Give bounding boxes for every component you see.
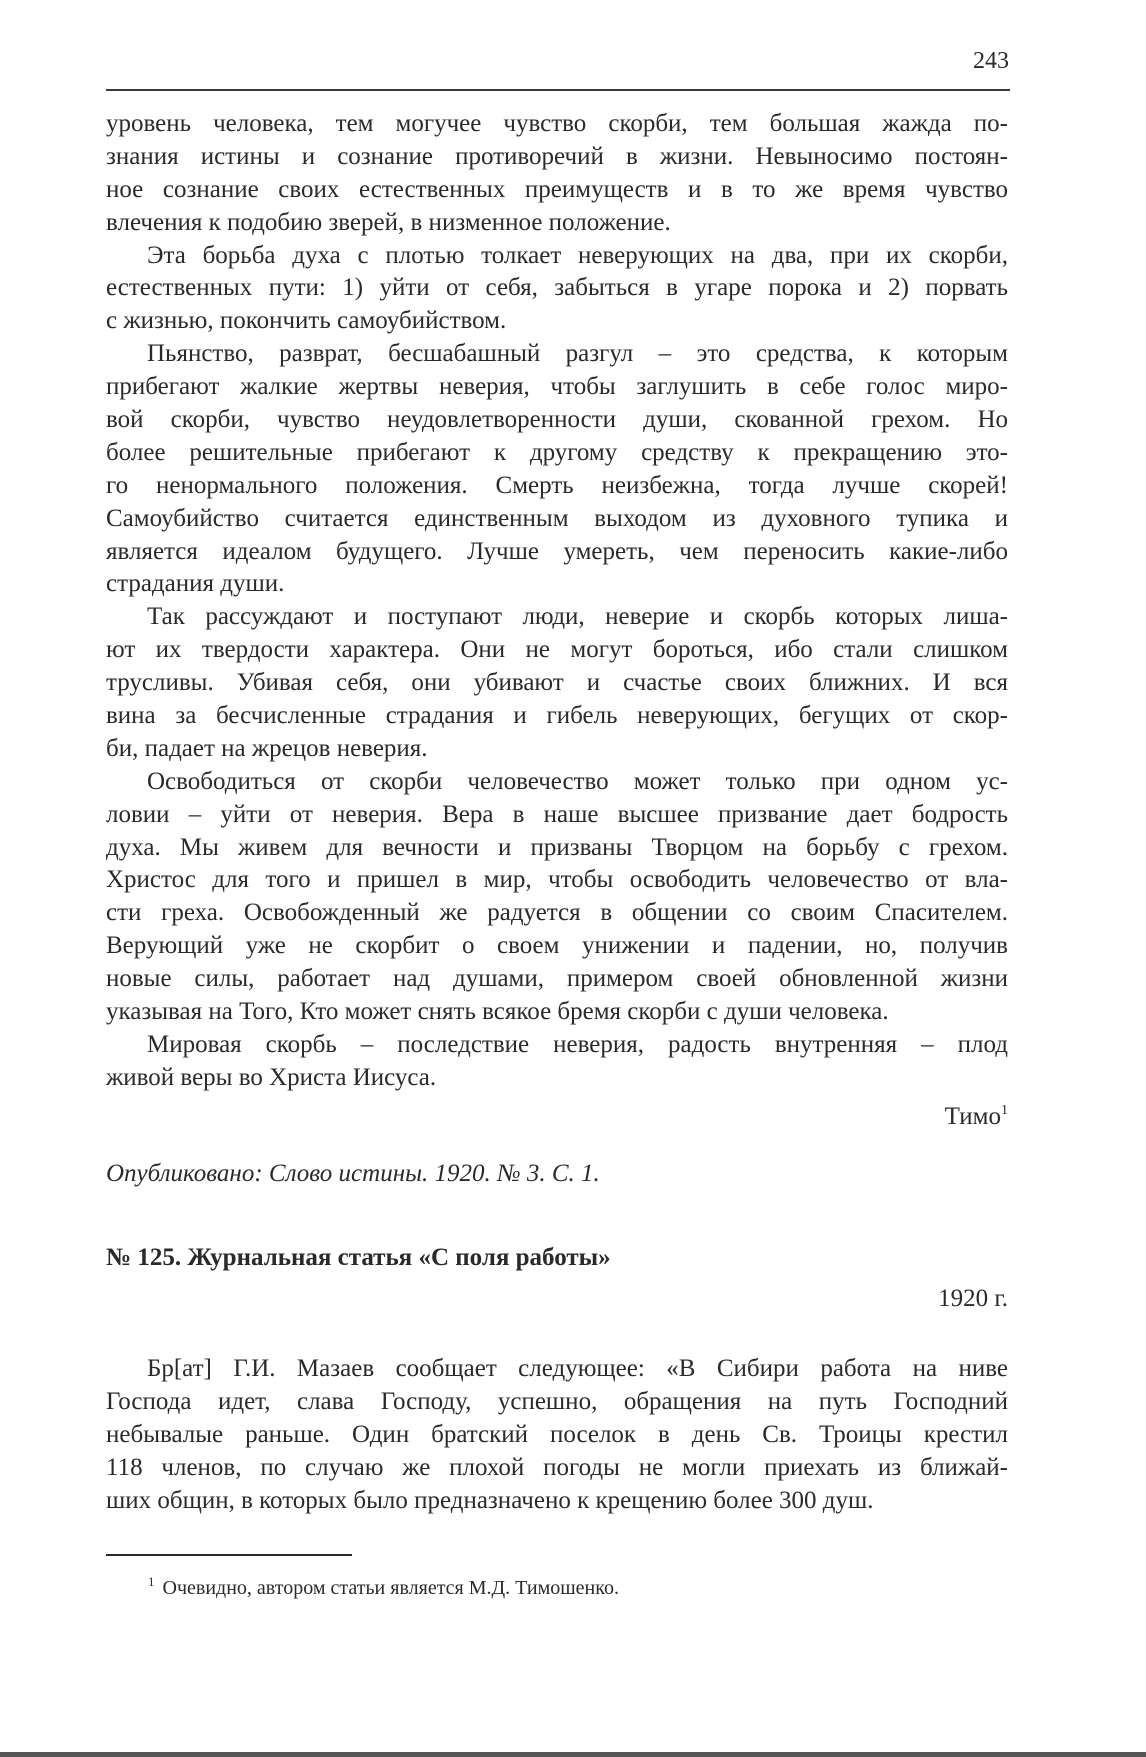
publication-source: Опубликовано: Слово истины. 1920. № 3. С. 1. — [106, 1160, 600, 1187]
text-line: ное сознание своих естественных преимуществ и в то же время чувство — [106, 175, 1008, 203]
text-line: вой скорби, чувство неудовлетворенности души, скованной грехом. Но — [106, 406, 1008, 434]
text-line: с жизнью, покончить самоубийством. — [106, 307, 507, 335]
text-line: го ненормального положения. Смерть неизбежна, тогда лучше скорей! — [106, 471, 1008, 499]
text-line: Верующий уже не скорбит о своем унижении и падении, но, получив — [106, 932, 1008, 960]
text-line: живой веры во Христа Иисуса. — [106, 1063, 437, 1091]
signature-text: Тимо — [944, 1102, 1001, 1130]
footnote — [148, 1574, 619, 1600]
footnote-mark: 1 — [148, 1574, 155, 1589]
text-line: би, падает на жрецов неверия. — [106, 734, 428, 762]
text-line: Так рассуждают и поступают люди, неверие и скорбь которых лиша- — [147, 603, 1008, 631]
page-number: 243 — [973, 48, 1009, 74]
text-line: Эта борьба духа с плотью толкает неверующих на два, при их скорби, — [147, 241, 1008, 269]
text-line: ших общин, в которых было предназначено к крещению более 300 душ. — [106, 1486, 874, 1514]
text-line: небывалые раньше. Один братский поселок в день Св. Троицы крестил — [106, 1420, 1008, 1448]
footnote-ref: 1 — [1001, 1102, 1008, 1118]
document-body — [106, 1353, 1008, 1517]
footnote-text: Очевидно, автором статьи является М.Д. Тимошенко. — [162, 1577, 619, 1599]
text-line: является идеалом будущего. Лучше умереть, чем переносить какие-либо — [106, 537, 1008, 565]
text-line: вина за бесчисленные страдания и гибель неверующих, бегущих от скор- — [106, 702, 1008, 730]
text-line: влечения к подобию зверей, в низменное положение. — [106, 208, 671, 236]
text-line: Освободиться от скорби человечество может только при одном ус- — [147, 767, 1008, 795]
text-line: сти греха. Освобожденный же радуется в общении со своим Спасителем. — [106, 899, 1008, 927]
text-line: более решительные прибегают к другому средству к прекращению это- — [106, 438, 1008, 466]
footnote-rule — [106, 1554, 352, 1556]
text-line: Самоубийство считается единственным выходом из духовного тупика и — [106, 504, 1008, 532]
text-line: естественных пути: 1) уйти от себя, забыться в угаре порока и 2) порвать — [106, 274, 1008, 302]
text-line: Господа идет, слава Господу, успешно, обращения на путь Господний — [106, 1387, 1008, 1415]
text-line: уровень человека, тем могучее чувство скорби, тем большая жажда по- — [106, 110, 1008, 137]
text-line: прибегают жалкие жертвы неверия, чтобы заглушить в себе голос миро- — [106, 373, 1008, 401]
text-line: указывая на Того, Кто может снять всякое бремя скорби с души человека. — [106, 998, 889, 1026]
text-line: Бр[ат] Г.И. Мазаев сообщает следующее: «В Сибири работа на ниве — [147, 1355, 1008, 1382]
text-line: новые силы, работает над душами, примером своей обновленной жизни — [106, 965, 1008, 993]
text-line: Пьянство, разврат, бесшабашный разгул – это средства, к которым — [147, 340, 1008, 368]
text-line: 118 членов, по случаю же плохой погоды не могли приехать из ближай- — [106, 1453, 1008, 1481]
text-line: трусливы. Убивая себя, они убивают и счастье своих ближних. И вся — [106, 669, 1008, 697]
text-line: Христос для того и пришел в мир, чтобы освободить человечество от вла- — [106, 866, 1008, 894]
document-date: 1920 г. — [938, 1285, 1008, 1312]
author-signature — [106, 1095, 1008, 1128]
text-line: ловии – уйти от неверия. Вера в наше высшее призвание дает бодрость — [106, 800, 1008, 828]
header-rule — [106, 89, 1010, 91]
text-line: знания истины и сознание противоречий в жизни. Невыносимо постоян- — [106, 142, 1008, 170]
text-line: духа. Мы живем для вечности и призваны Творцом на борьбу с грехом. — [106, 833, 1008, 861]
text-line: страдания души. — [106, 570, 285, 598]
page-bottom-edge — [0, 1752, 1146, 1757]
text-line: Мировая скорбь – последствие неверия, радость внутренняя – плод — [147, 1030, 1008, 1058]
article-body — [106, 108, 1008, 1128]
document-heading: № 125. Журнальная статья «С поля работы» — [106, 1244, 611, 1271]
text-line: ют их твердости характера. Они не могут бороться, ибо стали слишком — [106, 636, 1008, 664]
